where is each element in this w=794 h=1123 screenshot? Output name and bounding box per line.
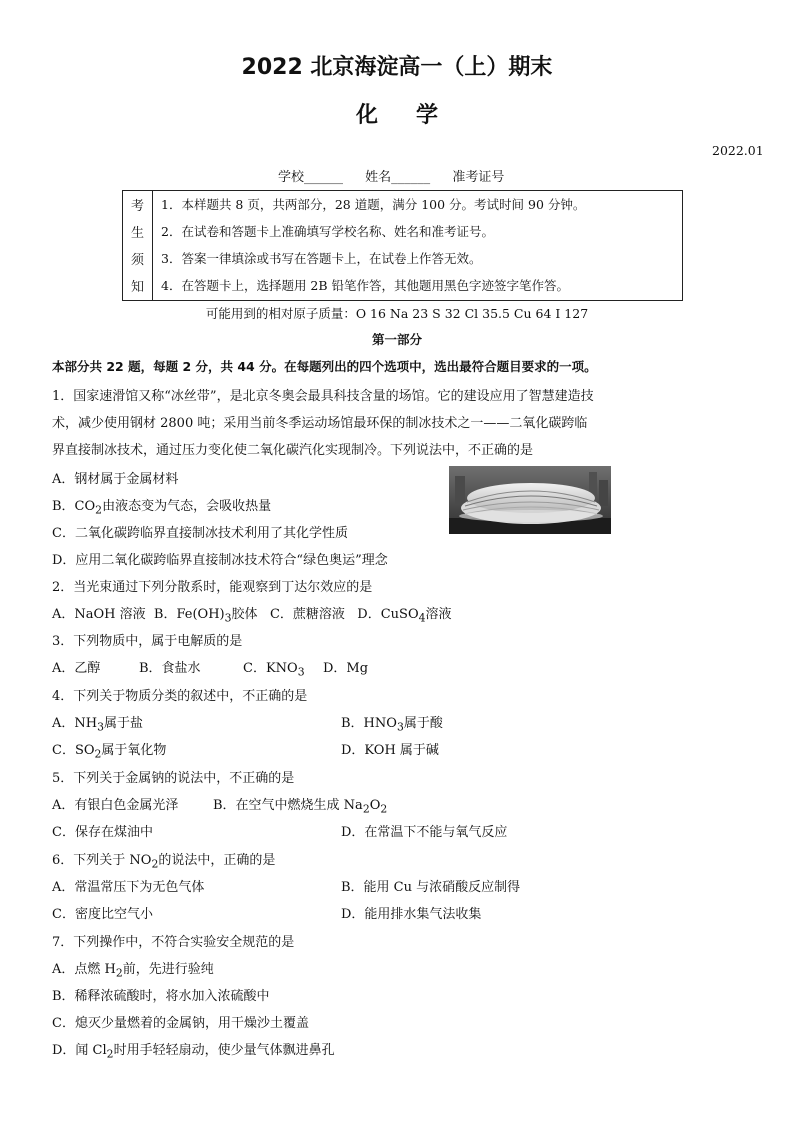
question-7-option-a: A．点燃 $H_2$前，先进行验纯 <box>52 962 214 980</box>
question-1-option-a: A．钢材属于金属材料 <box>52 472 179 487</box>
question-5-option-c: C．保存在煤油中 <box>52 825 153 840</box>
part-instructions: 本部分共 22 题，每题 2 分，共 44 分。在每题列出的四个选项中，选出最符合题目要求的一项。 <box>52 359 597 374</box>
notice-label-char: 生 <box>130 226 144 241</box>
notice-label-char: 知 <box>130 280 144 295</box>
question-7-option-d: D．闻 $Cl_2$时用手轻轻扇动，使少量气体飘进鼻孔 <box>52 1043 335 1061</box>
question-6-option-c: C．密度比空气小 <box>52 907 153 922</box>
question-3-option-d: D．Mg <box>323 661 369 676</box>
question-5-option-b: B．在空气中燃烧生成 $Na_2O_2$ <box>213 798 388 816</box>
question-1-stem: 1．国家速滑馆又称“冰丝带”，是北京冬奥会最具科技含量的场馆。它的建设应用了智慧建造技 <box>52 389 594 404</box>
question-6-option-d: D．能用排水集气法收集 <box>341 907 482 922</box>
question-2-option-b: B．$Fe(OH)_3$胶体 <box>153 607 258 625</box>
question-1-option-b: B．$CO_2$由液态变为气态，会吸收热量 <box>52 499 272 517</box>
name-field: 姓名______ <box>365 170 431 185</box>
notice-label-char: 须 <box>130 253 144 268</box>
notice-item: 2．在试卷和答题卡上准确填写学校名称、姓名和准考证号。 <box>161 224 494 239</box>
question-2-option-d: D．CuSO$_4$溶液 <box>357 607 452 625</box>
question-2-option-c: C．蔗糖溶液 <box>269 607 345 622</box>
question-5-option-a: A．有银白色金属光泽 <box>52 798 179 813</box>
candidate-notice-box <box>122 190 683 301</box>
question-3-stem: 3．下列物质中，属于电解质的是 <box>52 634 243 649</box>
question-4-option-b: B．$HNO_3$属于酸 <box>341 716 443 734</box>
exam-date: 2022.01 <box>712 143 764 158</box>
question-6-option-b: B．能用 Cu 与浓硝酸反应制得 <box>341 880 521 895</box>
question-7-option-b: B．稀释浓硫酸时，将水加入浓硫酸中 <box>52 989 270 1004</box>
question-1-option-d: D．应用二氧化碳跨临界直接制冰技术符合“绿色奥运”理念 <box>52 553 388 568</box>
exam-title: 2022 北京海淀高一（上）期末 <box>241 55 553 80</box>
subject-title: 化学 <box>355 103 476 128</box>
notice-label-char: 考 <box>130 199 144 214</box>
question-5-option-d: D．在常温下不能与氧气反应 <box>341 825 508 840</box>
question-3-option-b: B．食盐水 <box>139 661 201 676</box>
question-1-stem: 术，减少使用钢材 2800 吨；采用当前冬季运动场馆最环保的制冰技术之一——二氧化碳跨临 <box>52 416 588 431</box>
question-4-option-a: A．$NH_3$属于盐 <box>52 716 144 734</box>
question-2-stem: 2．当光束通过下列分散系时，能观察到丁达尔效应的是 <box>52 580 373 595</box>
student-info-fields <box>278 166 522 185</box>
notice-label-column <box>123 191 153 300</box>
question-1-stem: 界直接制冰技术，通过压力变化使二氧化碳汽化实现制冷。下列说法中，不正确的是 <box>52 443 534 458</box>
question-1-option-c: C．二氧化碳跨临界直接制冰技术利用了其化学性质 <box>52 526 348 541</box>
question-7-stem: 7．下列操作中，不符合实验安全规范的是 <box>52 935 295 950</box>
speed-skating-oval-photo <box>449 466 611 534</box>
school-field: 学校______ <box>278 170 344 185</box>
notice-item: 1．本样题共 8 页，共两部分，28 道题，满分 100 分。考试时间 90 分钟。 <box>161 197 586 212</box>
question-2-option-a: A．NaOH 溶液 <box>52 607 146 622</box>
question-5-stem: 5．下列关于金属钠的说法中，不正确的是 <box>52 771 295 786</box>
question-6-stem: 6．下列关于 $NO_2$的说法中，正确的是 <box>52 853 276 871</box>
question-3-option-c: C．$KNO_3$ <box>243 661 305 679</box>
atomic-masses: 可能用到的相对原子质量：O 16 Na 23 S 32 Cl 35.5 Cu 64 I 127 <box>205 306 589 321</box>
question-4-option-d: D．KOH 属于碱 <box>341 743 439 758</box>
question-4-stem: 4．下列关于物质分类的叙述中，不正确的是 <box>52 689 308 704</box>
question-3-option-a: A．乙醇 <box>52 661 101 676</box>
notice-item: 3．答案一律填涂或书写在答题卡上，在试卷上作答无效。 <box>161 251 482 266</box>
question-6-option-a: A．常温常压下为无色气体 <box>52 880 205 895</box>
notice-item: 4．在答题卡上，选择题用 2B 铅笔作答，其他题用黑色字迹签字笔作答。 <box>161 278 570 293</box>
exam-number-field: 准考证号 <box>452 170 505 185</box>
question-4-option-c: C．$SO_2$属于氧化物 <box>52 743 167 761</box>
part-title: 第一部分 <box>371 332 422 347</box>
question-2-options <box>52 603 452 625</box>
question-7-option-c: C．熄灭少量燃着的金属钠，用干燥沙土覆盖 <box>52 1016 309 1031</box>
